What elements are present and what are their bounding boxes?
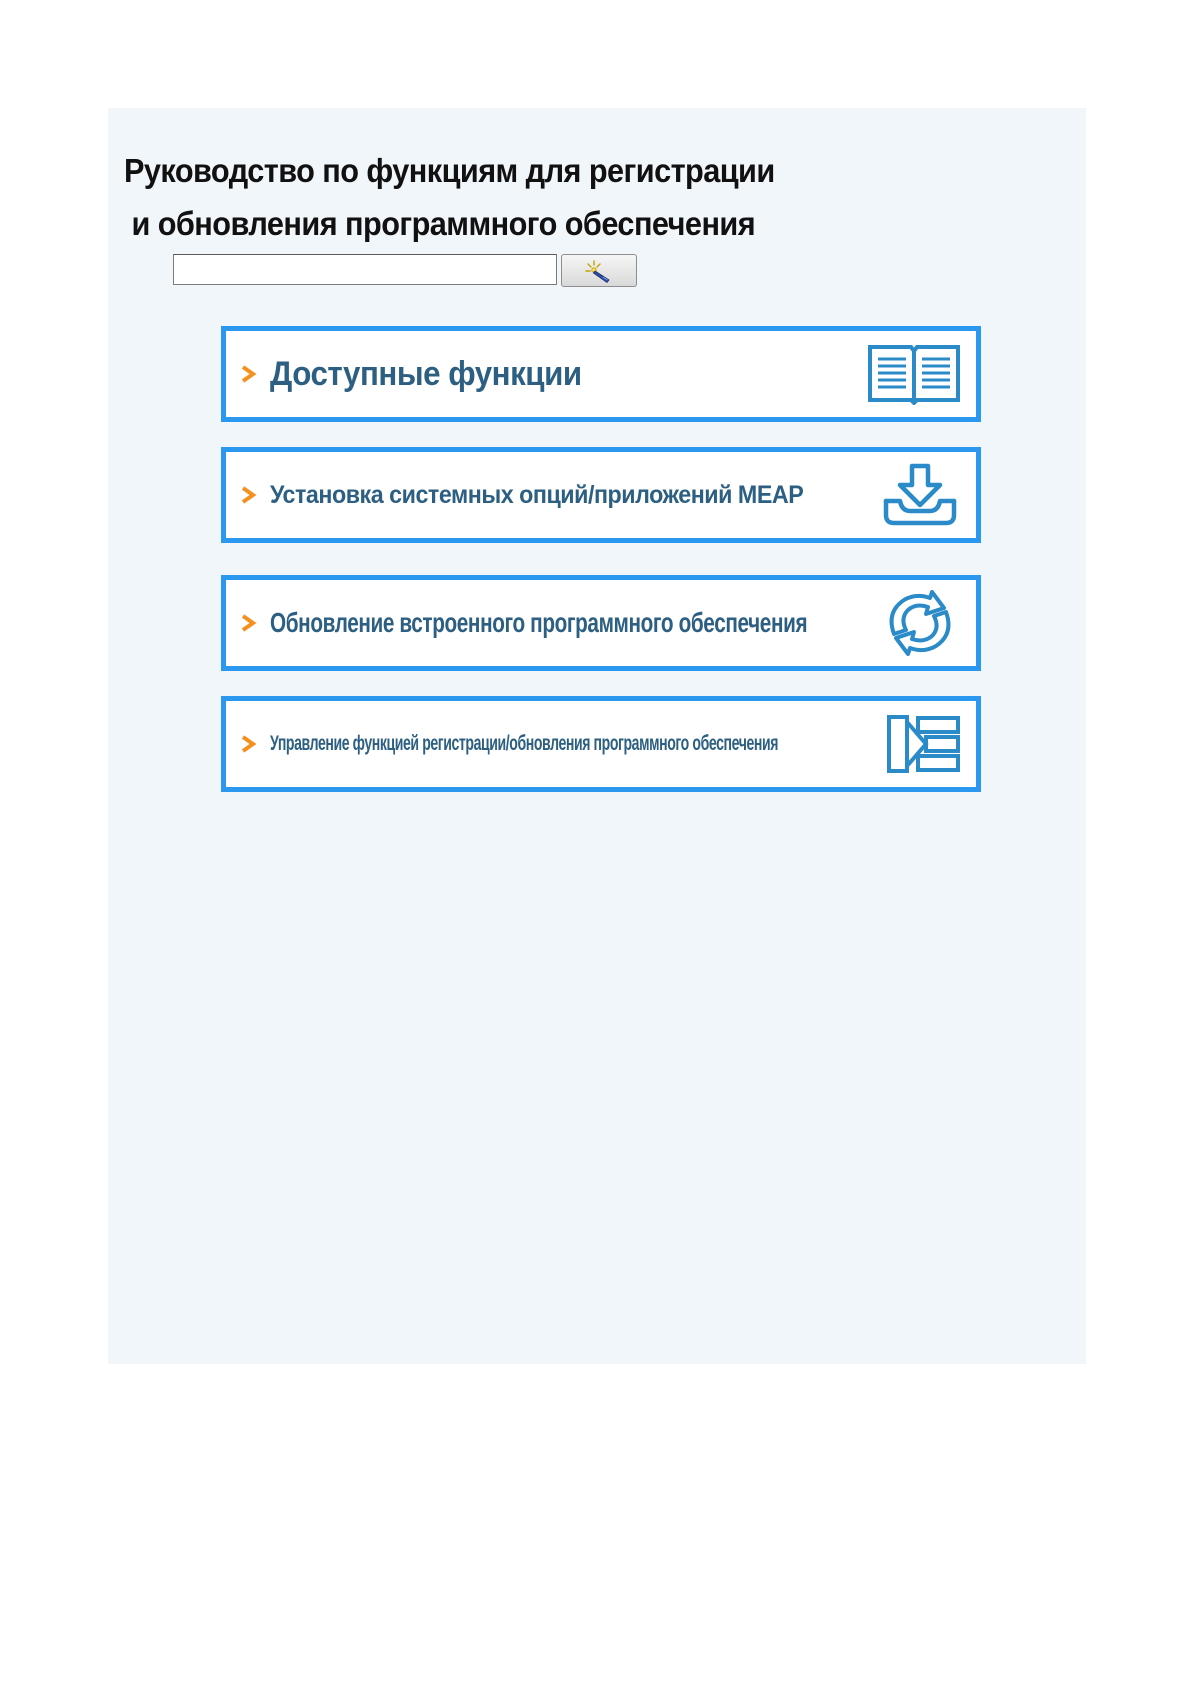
orange-arrow-icon xyxy=(241,734,257,754)
open-book-icon xyxy=(867,343,961,405)
management-list-icon xyxy=(886,714,962,774)
download-tray-icon xyxy=(882,463,958,527)
main-panel xyxy=(108,108,1086,1364)
page-title-line-2: и обновления программного обеспечения xyxy=(131,205,756,242)
nav-button-firmware-update[interactable] xyxy=(221,575,981,671)
orange-arrow-icon xyxy=(241,613,257,633)
page-title xyxy=(124,144,775,250)
nav-button-install-options[interactable] xyxy=(221,447,981,543)
orange-arrow-icon xyxy=(241,364,257,384)
nav-button-management[interactable] xyxy=(221,696,981,792)
search-bar xyxy=(173,254,645,287)
page-title-line-1: Руководство по функциям для регистрации xyxy=(124,152,775,189)
nav-button-label: Доступные функции xyxy=(270,355,582,393)
search-flashlight-icon xyxy=(583,258,615,284)
orange-arrow-icon xyxy=(241,485,257,505)
nav-button-label: Установка системных опций/приложений MEAP xyxy=(270,481,804,509)
nav-button-label: Управление функцией регистрации/обновления программного обеспечения xyxy=(270,732,779,755)
refresh-arrows-icon xyxy=(880,590,960,656)
search-input[interactable] xyxy=(173,254,557,285)
nav-button-label: Обновление встроенного программного обеспечения xyxy=(270,607,808,638)
nav-button-available-functions[interactable] xyxy=(221,326,981,422)
search-button[interactable] xyxy=(561,254,637,287)
